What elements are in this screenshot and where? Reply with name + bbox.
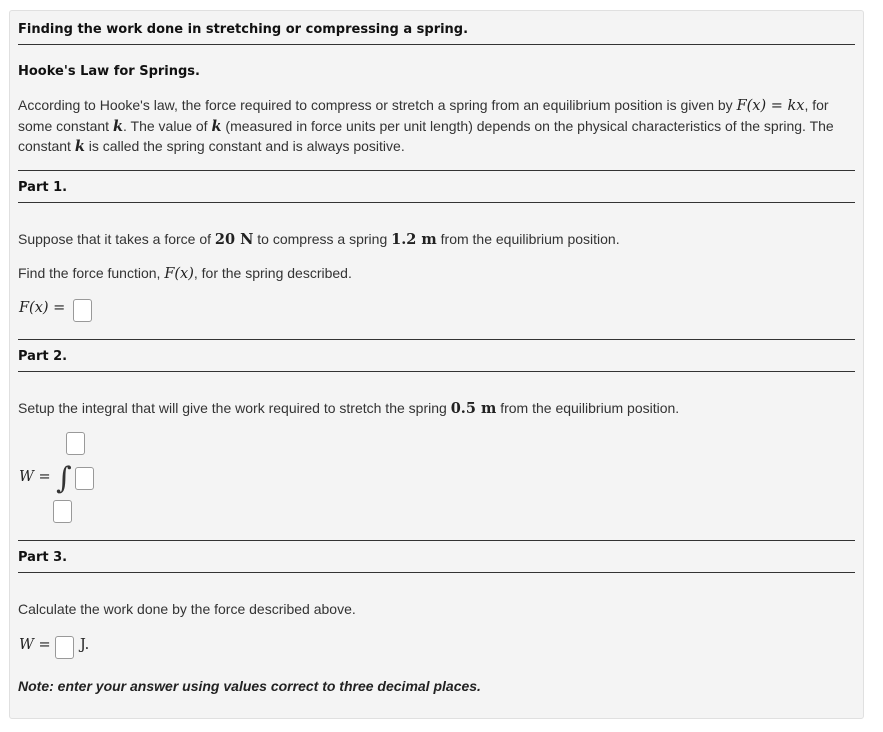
force-function-input[interactable] [73,299,92,322]
divider [18,371,855,372]
lower-limit-input[interactable] [53,500,72,523]
work-answer-input[interactable] [55,636,74,659]
section-heading: Hooke's Law for Springs. [18,64,200,79]
unit-label: J. [80,637,90,653]
force-function-label: F(x) = [19,300,66,316]
part-1-question: Suppose that it takes a force of 20 N to compress a spring 1.2 m from the equilibrium position. [18,231,620,248]
divider [18,202,855,203]
upper-limit-input[interactable] [66,432,85,455]
part-3-question: Calculate the work done by the force described above. [18,601,356,617]
page-title: Finding the work done in stretching or compressing a spring. [18,22,469,37]
divider [18,572,855,573]
divider [18,540,855,541]
divider [18,44,855,45]
part-1-label: Part 1. [18,180,68,195]
intro-line-3: constant k is called the spring constant and is always positive. [18,138,405,155]
part-1-instruction: Find the force function, F(x), for the spring described. [18,265,352,282]
intro-line-2: some constant k. The value of k (measured in force units per unit length) depends on the physical characteristics of the spring. The [18,118,834,135]
part-2-question: Setup the integral that will give the work required to stretch the spring 0.5 m from the equilibrium position. [18,400,680,417]
work-answer-label: W = [19,637,51,653]
note-text: Note: enter your answer using values correct to three decimal places. [18,678,481,694]
work-integral-label: W = [19,469,51,485]
part-2-label: Part 2. [18,349,68,364]
part-3-label: Part 3. [18,550,68,565]
divider [18,339,855,340]
divider [18,170,855,171]
hooke-formula: F(x) = kx [736,98,805,114]
integrand-input[interactable] [75,467,94,490]
intro-line-1: According to Hooke's law, the force required to compress or stretch a spring from an equilibrium position is given by F(x) = kx, for [18,97,829,114]
integral-symbol: ∫ [56,461,72,496]
